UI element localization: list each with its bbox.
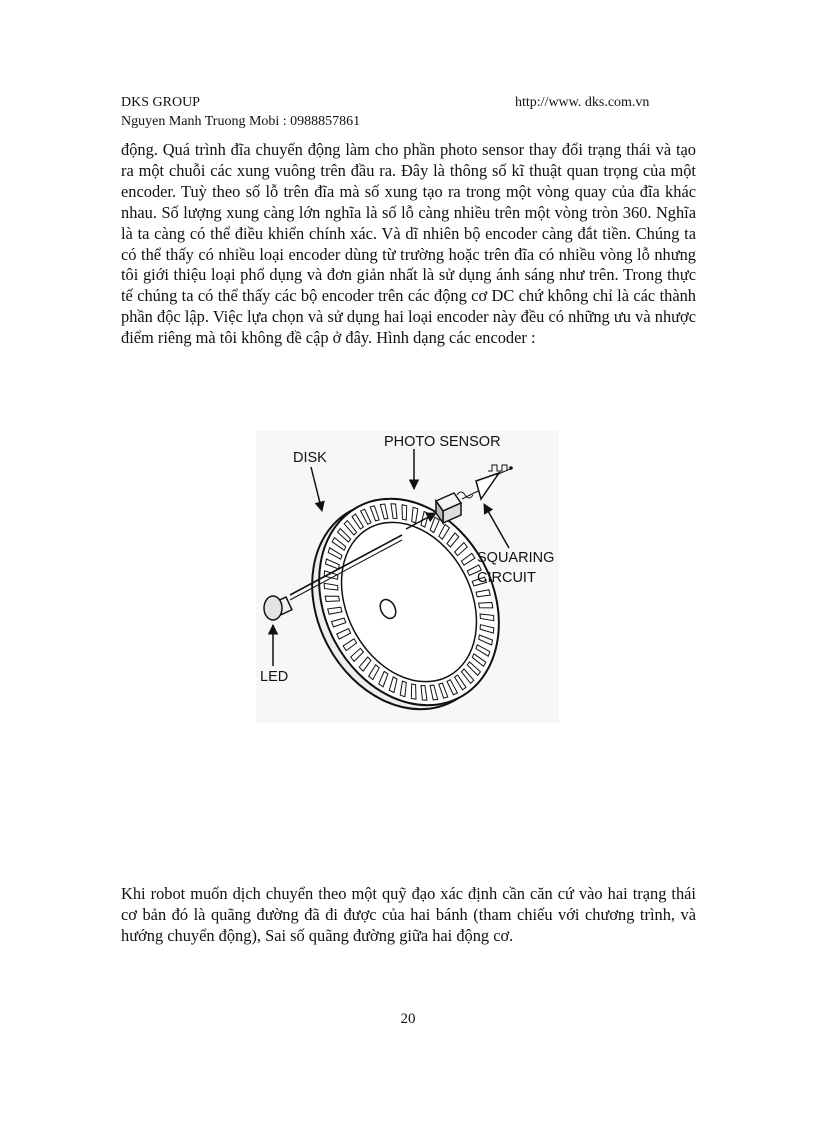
paragraph-robot-motion: Khi robot muốn dịch chuyển theo một quỹ đạo xác định cần căn cứ vào hai trạng thái cơ bản đó là quãng đường đã đi được của hai bánh (tham chiếu với chương trình, và hướng chuyển động), Sai số quãng đường giữa hai động cơ. [121, 884, 696, 945]
label-circuit: CIRCUIT [477, 570, 536, 586]
encoder-diagram [256, 431, 559, 723]
disk-slot [402, 505, 407, 520]
header-url[interactable]: http://www. dks.com.vn [515, 95, 650, 110]
label-led: LED [260, 669, 289, 685]
label-squaring: SQUARING [477, 550, 555, 566]
disk-slot [479, 603, 493, 608]
header-contact: Nguyen Manh Truong Mobi : 0988857861 [121, 114, 361, 129]
label-photo-sensor: PHOTO SENSOR [384, 434, 501, 450]
header-company: DKS GROUP [121, 95, 200, 110]
page-number: 20 [400, 1011, 416, 1027]
label-disk: DISK [293, 450, 327, 466]
disk-slot [411, 684, 416, 699]
encoder-diagram-svg [256, 431, 559, 723]
paragraph-encoder-description: động. Quá trình đĩa chuyển động làm cho phần photo sensor thay đổi trạng thái và tạo ra một chuỗi các xung vuông trên đầu ra. Đây là thông số kĩ thuật quan trọng của một encoder. Tuỳ theo số lỗ trên đĩa mà số xung tạo ra trong một vòng quay của đĩa khác nhau. Số lượng xung càng lớn nghĩa là số lỗ càng nhiều trên một vòng tròn 360. Nghĩa là ta càng có thể điều khiển chính xác. Và dĩ nhiên bộ encoder càng đắt tiền. Chúng ta có thể thấy có nhiều loại encoder dùng từ trường hoặc trên đĩa có nhiều vòng lỗ nhưng tôi giới thiệu loại phổ dụng và đơn giản nhất là sử dụng ánh sáng như trên. Trong thực tế chúng ta có thể thấy các bộ encoder trên các động cơ DC chứ không chỉ là các thành phần độc lập. Việc lựa chọn và sử dụng hai loại encoder này đều có những ưu và nhược điểm riêng mà tôi không đề cập ở đây. Hình dạng các encoder : [121, 140, 696, 348]
disk-slot [325, 596, 339, 601]
